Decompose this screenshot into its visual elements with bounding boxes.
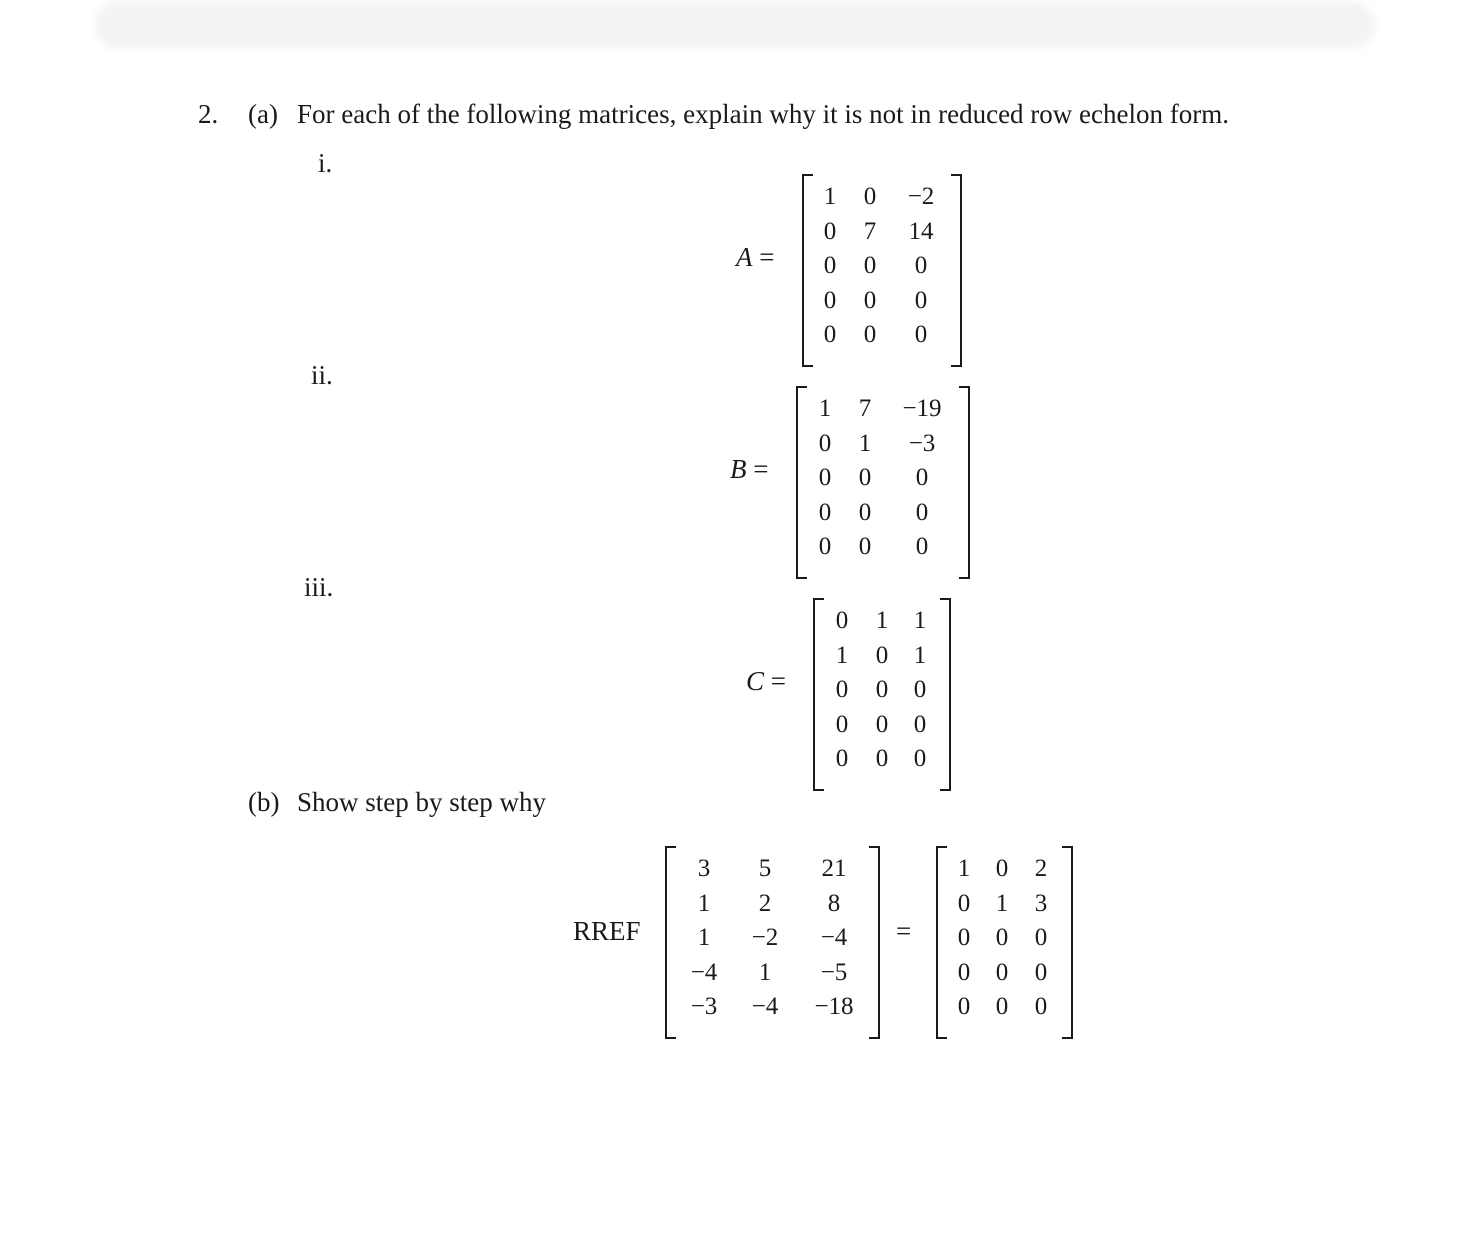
matrix-cell: 0 [957, 924, 971, 951]
right-bracket [959, 386, 970, 579]
matrix-cell: 0 [818, 533, 832, 560]
matrix-cell: 3 [1034, 889, 1048, 917]
matrix-cell: 0 [914, 321, 928, 348]
matrix-cell: 0 [995, 855, 1009, 882]
matrix-cell: 7 [858, 395, 872, 422]
matrix-cell: 0 [858, 464, 872, 491]
matrix-cell: 0 [863, 183, 877, 210]
matrix-cell: −3 [908, 429, 936, 457]
matrix-cell: −2 [751, 924, 779, 951]
matrix-cell: 0 [858, 533, 872, 560]
matrix-cell: 0 [1034, 924, 1048, 951]
matrix-cell: 0 [875, 676, 889, 703]
matrix-cell: 0 [835, 710, 849, 738]
part-b-prompt: Show step by step why [297, 787, 546, 817]
matrix-cell: 1 [875, 607, 889, 634]
matrix-cell: 1 [995, 889, 1009, 917]
item-ii-label: ii. [311, 360, 333, 390]
matrix-cell: 0 [818, 429, 832, 457]
matrix-cell: 0 [875, 710, 889, 738]
matrix-cell: 1 [957, 855, 971, 882]
scan-top-band [95, 2, 1375, 48]
matrix-cell: 0 [957, 993, 971, 1020]
matrix-b-lhs: B = [730, 454, 769, 484]
matrix-cell: 2 [758, 889, 772, 917]
matrix-cell: 0 [818, 498, 832, 526]
matrix-cell: 0 [823, 217, 837, 245]
matrix-cell: 1 [818, 395, 832, 422]
matrix-a-lhs: A = [736, 242, 775, 272]
matrix-cell: 0 [818, 464, 832, 491]
matrix-cell: 1 [835, 641, 849, 669]
matrix-cell: 2 [1034, 855, 1048, 882]
matrix-cell: 1 [758, 958, 772, 986]
matrix-cell: 14 [908, 217, 934, 245]
matrix-cell: −4 [751, 993, 779, 1020]
matrix-cell: −4 [690, 958, 718, 986]
matrix-cell: 0 [858, 498, 872, 526]
matrix-a-name: A [736, 242, 753, 272]
matrix-cell: 0 [957, 889, 971, 917]
rref-operator: RREF [573, 916, 641, 946]
matrix-cell: 0 [823, 252, 837, 279]
matrix-b-name: B [730, 454, 747, 484]
matrix-cell: 0 [863, 321, 877, 348]
matrix-cell: 0 [995, 924, 1009, 951]
matrix-cell: 5 [758, 855, 772, 882]
item-iii-label: iii. [304, 572, 334, 602]
matrix-cell: 0 [957, 958, 971, 986]
matrix-cell: −2 [907, 183, 935, 210]
matrix-cell: 0 [995, 958, 1009, 986]
matrix-cell: 0 [835, 676, 849, 703]
right-bracket [869, 846, 880, 1039]
matrix-cell: 0 [875, 641, 889, 669]
matrix-cell: 0 [835, 607, 849, 634]
question-number: 2. [198, 99, 219, 129]
part-a-label: (a) [248, 99, 278, 129]
matrix-cell: 0 [823, 321, 837, 348]
matrix-cell: 0 [913, 676, 927, 703]
matrix-cell: 0 [863, 286, 877, 314]
matrix-cell: 3 [697, 855, 711, 882]
matrix-cell: 0 [823, 286, 837, 314]
matrix-cell: 0 [913, 745, 927, 772]
matrix-cell: 1 [858, 429, 872, 457]
matrix-c-name: C [746, 666, 765, 696]
matrix-cell: 0 [995, 993, 1009, 1020]
matrix-cell: 0 [1034, 958, 1048, 986]
matrix-cell: 1 [697, 924, 711, 951]
matrix-cell: −19 [902, 395, 942, 422]
matrix-cell: 1 [823, 183, 837, 210]
matrix-cell: 8 [827, 889, 841, 917]
matrix-cell: 0 [915, 533, 929, 560]
matrix-cell: 0 [913, 710, 927, 738]
item-i-label: i. [318, 148, 333, 178]
matrix-cell: 0 [835, 745, 849, 772]
matrix-cell: 1 [697, 889, 711, 917]
matrix-cell: 1 [913, 641, 927, 669]
matrix-cell: −4 [820, 924, 848, 951]
matrix-cell: −18 [814, 993, 854, 1020]
equals-sign: = [896, 916, 912, 946]
matrix-cell: −3 [690, 993, 718, 1020]
part-a-prompt: For each of the following matrices, explain why it is not in reduced row echelon form. [297, 99, 1229, 129]
part-b-label: (b) [248, 787, 280, 817]
matrix-cell: 0 [915, 498, 929, 526]
matrix-cell: 1 [913, 607, 927, 634]
matrix-cell: 0 [914, 286, 928, 314]
matrix-cell: 0 [915, 464, 929, 491]
matrix-cell: 0 [875, 745, 889, 772]
matrix-cell: 21 [821, 855, 847, 882]
matrix-cell: 0 [914, 252, 928, 279]
matrix-cell: 0 [1034, 993, 1048, 1020]
matrix-cell: 0 [863, 252, 877, 279]
matrix-cell: 7 [863, 217, 877, 245]
matrix-c-lhs: C = [746, 666, 786, 696]
matrix-cell: −5 [820, 958, 848, 986]
